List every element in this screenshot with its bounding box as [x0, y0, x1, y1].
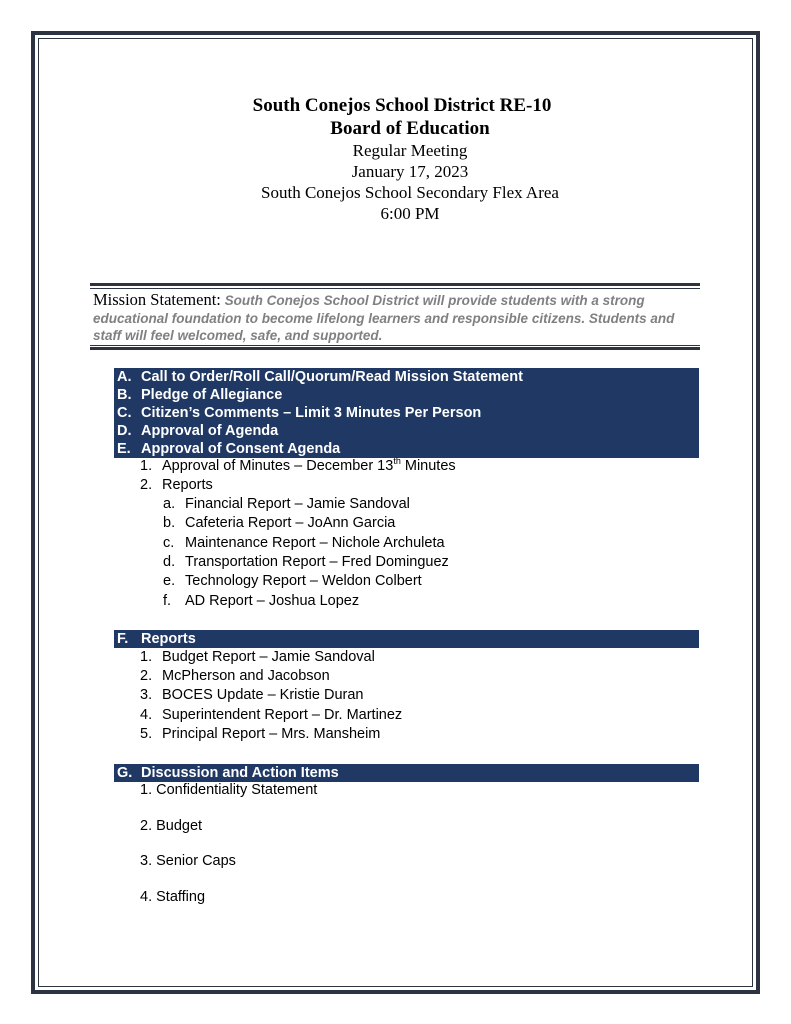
reports-item-mcpherson: 2. McPherson and Jacobson — [140, 668, 330, 684]
divider-top-thin — [90, 288, 700, 289]
section-band-a-e — [114, 368, 699, 458]
meeting-date: January 17, 2023 — [351, 162, 469, 181]
agenda-item-e: E. Approval of Consent Agenda — [117, 441, 341, 457]
agenda-item-a: A. Call to Order/Roll Call/Quorum/Read Mission Statement — [117, 369, 523, 385]
mission-text: South Conejos School District will provide students with a strong educational foundation to become lifelong learners and responsible citizens. Students and staff will feel welcomed, safe, and supported. — [93, 293, 675, 343]
consent-item-minutes: 1. Approval of Minutes – December 13th Minutes — [140, 456, 456, 474]
section-band-f — [114, 630, 699, 648]
reports-item-principal: 5. Principal Report – Mrs. Mansheim — [140, 726, 381, 742]
mission-statement — [93, 291, 698, 345]
section-band-g — [114, 764, 699, 782]
divider-bottom-thick — [90, 347, 700, 350]
section-g-heading: G. Discussion and Action Items — [117, 765, 339, 781]
discussion-item-senior-caps: 3. Senior Caps — [140, 853, 236, 869]
report-item-ad: f. AD Report – Joshua Lopez — [163, 593, 360, 609]
district-name: South Conejos School District RE-10 — [252, 95, 552, 116]
report-item-maintenance: c. Maintenance Report – Nichole Archuleta — [163, 535, 445, 551]
discussion-item-confidentiality: 1. Confidentiality Statement — [140, 782, 318, 798]
consent-item-reports: 2. Reports — [140, 477, 213, 493]
agenda-header — [60, 94, 760, 224]
discussion-item-budget: 2. Budget — [140, 818, 203, 834]
reports-item-superintendent: 4. Superintendent Report – Dr. Martinez — [140, 707, 403, 723]
agenda-item-d: D. Approval of Agenda — [117, 423, 279, 439]
section-f-heading: F. Reports — [117, 631, 196, 647]
report-item-transportation: d. Transportation Report – Fred Dominguez — [163, 554, 449, 570]
meeting-type: Regular Meeting — [352, 141, 468, 160]
mission-label: Mission Statement: — [93, 290, 221, 309]
agenda-item-b: B. Pledge of Allegiance — [117, 387, 283, 403]
report-item-technology: e. Technology Report – Weldon Colbert — [163, 573, 422, 589]
meeting-time: 6:00 PM — [380, 204, 440, 223]
agenda-item-c: C. Citizen’s Comments – Limit 3 Minutes Per Person — [117, 405, 482, 421]
meeting-location: South Conejos School Secondary Flex Area — [261, 183, 559, 202]
discussion-item-staffing: 4. Staffing — [140, 889, 206, 905]
report-item-cafeteria: b. Cafeteria Report – JoAnn Garcia — [163, 515, 396, 531]
divider-bottom-thin — [90, 345, 700, 346]
board-name: Board of Education — [330, 118, 490, 139]
reports-item-budget: 1. Budget Report – Jamie Sandoval — [140, 649, 375, 665]
report-item-financial: a. Financial Report – Jamie Sandoval — [163, 496, 410, 512]
reports-item-boces: 3. BOCES Update – Kristie Duran — [140, 687, 364, 703]
divider-top-thick — [90, 283, 700, 286]
